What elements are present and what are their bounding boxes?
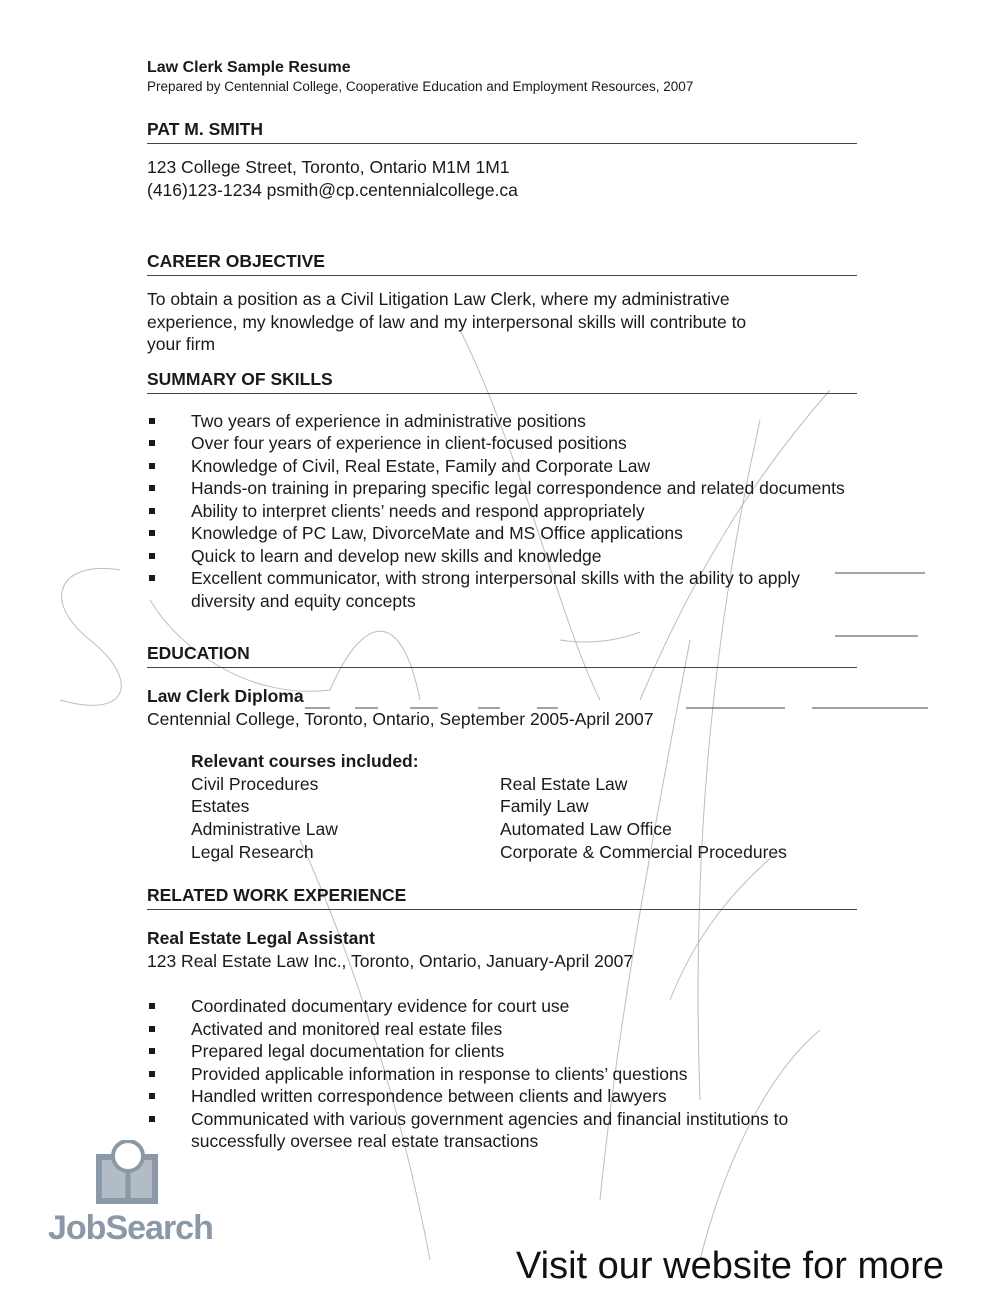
skill-item: Excellent communicator, with strong interpersonal skills with the ability to apply diversity and equity concepts [147,567,857,612]
experience-item: Prepared legal documentation for clients [147,1040,857,1063]
skills-list [147,410,857,613]
candidate-address: 123 College Street, Toronto, Ontario M1M 1M1 [147,157,510,177]
experience-item: Communicated with various government agencies and financial institutions to successfully oversee real estate transactions [147,1108,857,1153]
course-item: Estates [191,796,250,817]
courses-grid [191,773,857,864]
skill-item: Knowledge of Civil, Real Estate, Family and Corporate Law [147,455,857,478]
course-item: Administrative Law [191,818,338,839]
course-item: Real Estate Law [500,773,628,794]
course-item: Family Law [500,796,589,817]
skill-item: Over four years of experience in client-focused positions [147,432,857,455]
jobsearch-logo-text: JobSearch [48,1209,213,1247]
visit-website-link[interactable]: Visit our website for more [516,1245,945,1287]
resume-page [147,58,857,1153]
employer-line: 123 Real Estate Law Inc., Toronto, Ontario, January-April 2007 [147,950,634,971]
document-title: Law Clerk Sample Resume [147,59,351,76]
courses-heading: Relevant courses included: [191,751,419,771]
job-title: Real Estate Legal Assistant [147,928,375,949]
skill-item: Knowledge of PC Law, DivorceMate and MS Office applications [147,522,857,545]
experience-item: Provided applicable information in response to clients’ questions [147,1063,857,1086]
experience-list [147,995,857,1153]
experience-item: Activated and monitored real estate files [147,1018,857,1041]
experience-heading: RELATED WORK EXPERIENCE [147,884,857,910]
career-objective-heading: CAREER OBJECTIVE [147,250,857,276]
candidate-contact: (416)123-1234 psmith@cp.centennialcollege.ca [147,179,518,200]
course-item: Corporate & Commercial Procedures [500,841,787,862]
course-item: Civil Procedures [191,773,319,794]
document-subtitle: Prepared by Centennial College, Cooperative Education and Employment Resources, 2007 [147,79,694,94]
objective-line: experience, my knowledge of law and my interpersonal skills will contribute to [147,311,747,332]
courses-block [191,750,857,863]
credential-title: Law Clerk Diploma [147,686,304,706]
experience-item: Handled written correspondence between clients and lawyers [147,1085,857,1108]
education-heading: EDUCATION [147,642,857,668]
skill-item: Hands-on training in preparing specific legal correspondence and related documents [147,477,857,500]
course-item: Legal Research [191,841,314,862]
candidate-name: PAT M. SMITH [147,118,857,144]
career-objective-text [147,288,857,356]
experience-item: Coordinated documentary evidence for court use [147,995,857,1018]
skill-item: Ability to interpret clients’ needs and respond appropriately [147,500,857,523]
skills-heading: SUMMARY OF SKILLS [147,368,857,394]
objective-line: your firm [147,334,216,354]
institution-line: Centennial College, Toronto, Ontario, September 2005-April 2007 [147,708,654,729]
skill-item: Two years of experience in administrative positions [147,410,857,433]
course-item: Automated Law Office [500,818,672,839]
skill-item: Quick to learn and develop new skills and knowledge [147,545,857,568]
objective-line: To obtain a position as a Civil Litigation Law Clerk, where my administrative [147,289,730,309]
